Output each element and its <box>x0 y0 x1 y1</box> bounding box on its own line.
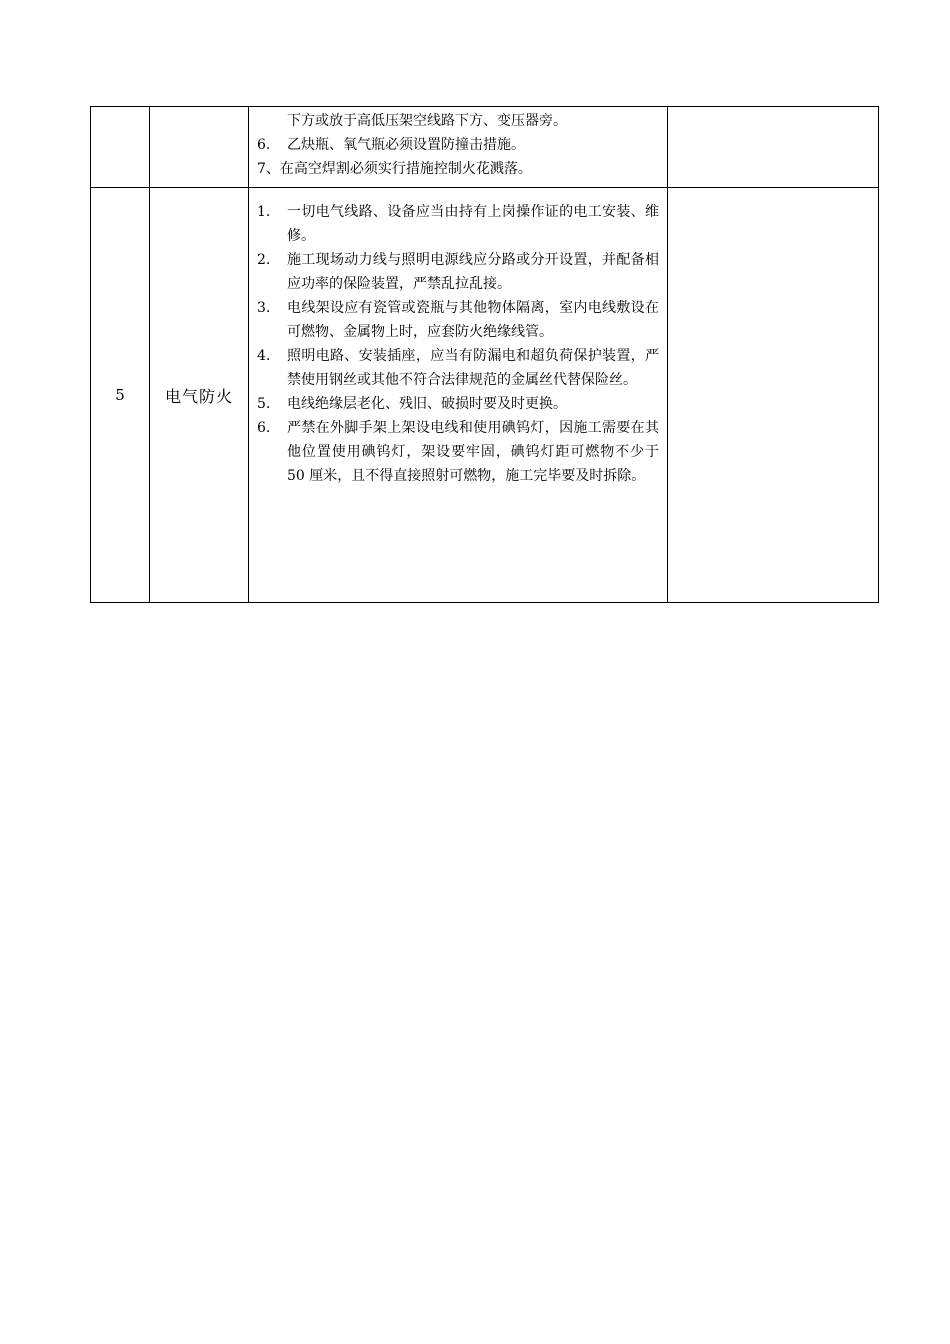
note-cell <box>668 188 879 603</box>
item-text: 乙炔瓶、氧气瓶必须设置防撞击措施。 <box>287 137 525 153</box>
category-cell <box>150 107 249 188</box>
fire-safety-table <box>90 106 879 603</box>
item-text: 施工现场动力线与照明电源线应分路或分开设置，并配备相应功率的保险装置，严禁乱拉乱接。 <box>287 252 659 292</box>
item-number: 4. <box>257 348 271 364</box>
item-text: 一切电气线路、设备应当由持有上岗操作证的电工安装、维修。 <box>287 204 659 244</box>
item-number: 1. <box>257 204 271 220</box>
item-number: 6. <box>257 137 271 153</box>
row-number-cell: 5 <box>91 188 150 603</box>
list-item <box>257 416 659 488</box>
table-row <box>91 188 879 603</box>
item-text: 电线架设应有瓷管或瓷瓶与其他物体隔离，室内电线敷设在可燃物、金属物上时，应套防火绝缘线管。 <box>287 300 659 340</box>
item-number: 6. <box>257 420 271 436</box>
requirements-cell <box>249 188 668 603</box>
list-item <box>257 344 659 392</box>
list-item <box>257 392 659 416</box>
continued-line: 下方或放于高低压架空线路下方、变压器旁。 <box>287 113 567 129</box>
item-number: 5. <box>257 396 271 412</box>
item-text: 照明电路、安装插座，应当有防漏电和超负荷保护装置，严禁使用钢丝或其他不符合法律规范的金属丝代替保险丝。 <box>287 348 659 388</box>
row-number-cell <box>91 107 150 188</box>
list-item <box>257 133 659 157</box>
list-item <box>257 248 659 296</box>
item-text: 电线绝缘层老化、残旧、破损时要及时更换。 <box>287 396 567 412</box>
item-number: 3. <box>257 300 271 316</box>
list-item: 7、在高空焊割必须实行措施控制火花溅落。 <box>257 161 532 177</box>
table-row <box>91 107 879 188</box>
category-cell: 电气防火 <box>150 188 249 603</box>
list-item <box>257 296 659 344</box>
item-number: 2. <box>257 252 271 268</box>
item-text: 严禁在外脚手架上架设电线和使用碘钨灯，因施工需要在其他位置使用碘钨灯，架设要牢固，碘钨灯距可燃物不少于 50 厘米，且不得直接照射可燃物，施工完毕要及时拆除。 <box>287 420 659 484</box>
requirements-cell <box>249 107 668 188</box>
list-item <box>257 200 659 248</box>
note-cell <box>668 107 879 188</box>
